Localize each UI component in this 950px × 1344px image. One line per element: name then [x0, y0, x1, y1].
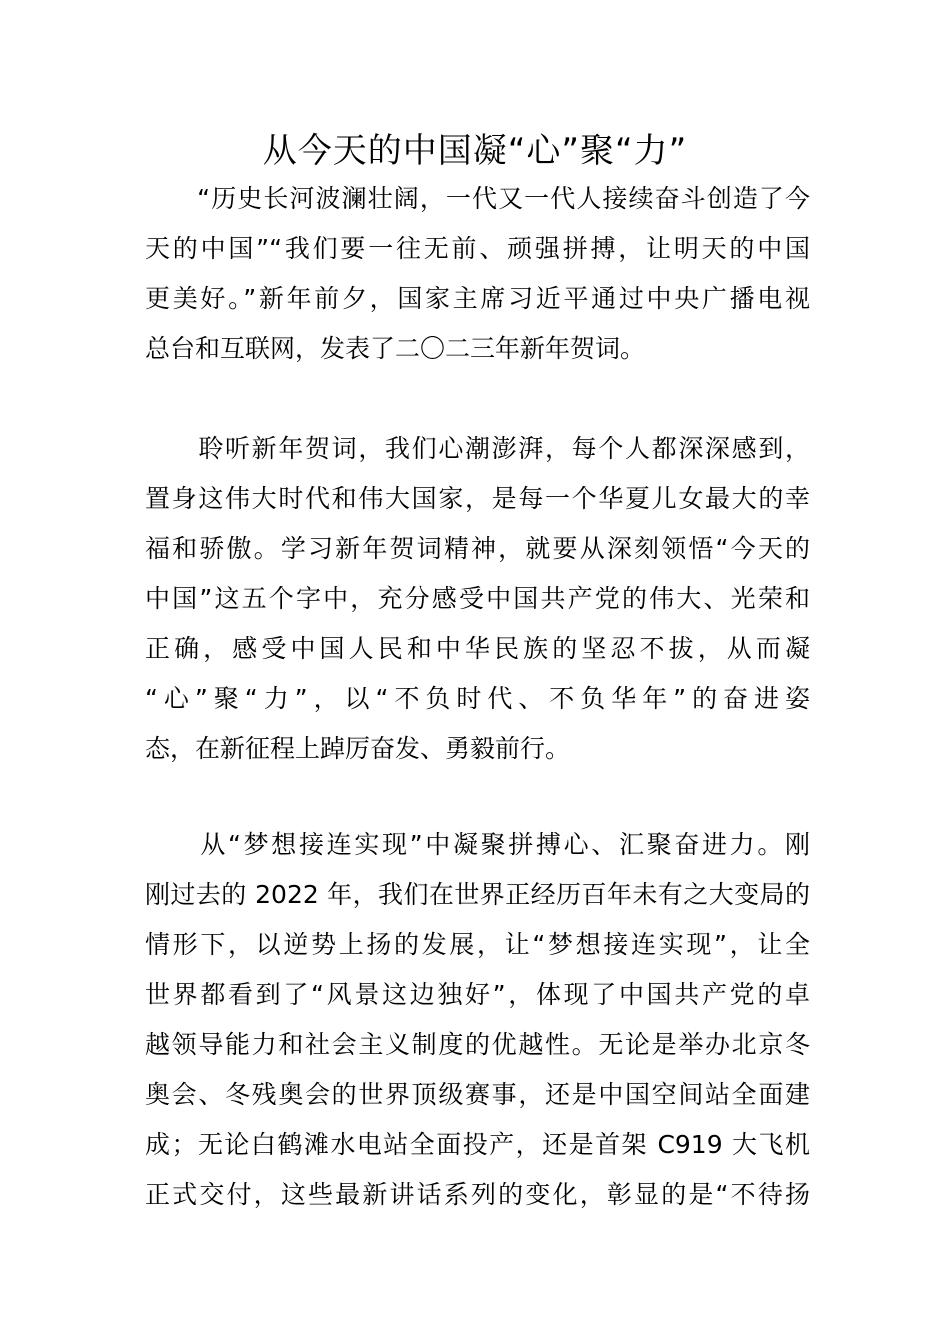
text-line: 中国”这五个字中，充分感受中国共产党的伟大、光荣和: [145, 584, 810, 613]
text-line: 刚过去的 2022 年，我们在世界正经历百年未有之大变局的: [145, 880, 810, 909]
text-line: 情形下，以逆势上扬的发展，让“梦想接连实现”，让全: [145, 930, 810, 959]
text-line: 更美好。”新年前夕，国家主席习近平通过中央广播电视: [145, 284, 810, 313]
document-title: 从今天的中国凝“心”聚“力”: [262, 131, 688, 171]
text-line: 天的中国”“我们要一往无前、顽强拼搏，让明天的中国: [145, 234, 810, 263]
text-line: 越领导能力和社会主义制度的优越性。无论是举办北京冬: [145, 1030, 810, 1059]
text-line: 成；无论白鹤滩水电站全面投产，还是首架 C919 大飞机: [145, 1130, 810, 1159]
text-line: “历史长河波澜壮阔，一代又一代人接续奋斗创造了今: [145, 184, 810, 213]
text-line: 置身这伟大时代和伟大国家，是每一个华夏儿女最大的幸: [145, 484, 810, 513]
text-line: “心”聚“力”，以“不负时代、不负华年”的奋进姿: [145, 684, 810, 713]
text-line: 正确，感受中国人民和中华民族的坚忍不拔，从而凝: [145, 634, 810, 663]
text-line: 聆听新年贺词，我们心潮澎湃，每个人都深深感到，: [145, 434, 810, 463]
text-line: 正式交付，这些最新讲话系列的变化，彰显的是“不待扬: [145, 1180, 810, 1209]
text-line: 从“梦想接连实现”中凝聚拼搏心、汇聚奋进力。刚: [145, 830, 810, 859]
paragraph-3: [145, 820, 810, 1220]
paragraph-2: [145, 424, 810, 774]
text-line: 奥会、冬残奥会的世界顶级赛事，还是中国空间站全面建: [145, 1080, 810, 1109]
paragraph-1: [145, 174, 810, 374]
text-line: 福和骄傲。学习新年贺词精神，就要从深刻领悟“今天的: [145, 534, 810, 563]
text-line: 世界都看到了“风景这边独好”，体现了中国共产党的卓: [145, 980, 810, 1009]
text-line: 总台和互联网，发表了二〇二三年新年贺词。: [145, 334, 646, 363]
text-line: 态，在新征程上踔厉奋发、勇毅前行。: [145, 734, 571, 763]
